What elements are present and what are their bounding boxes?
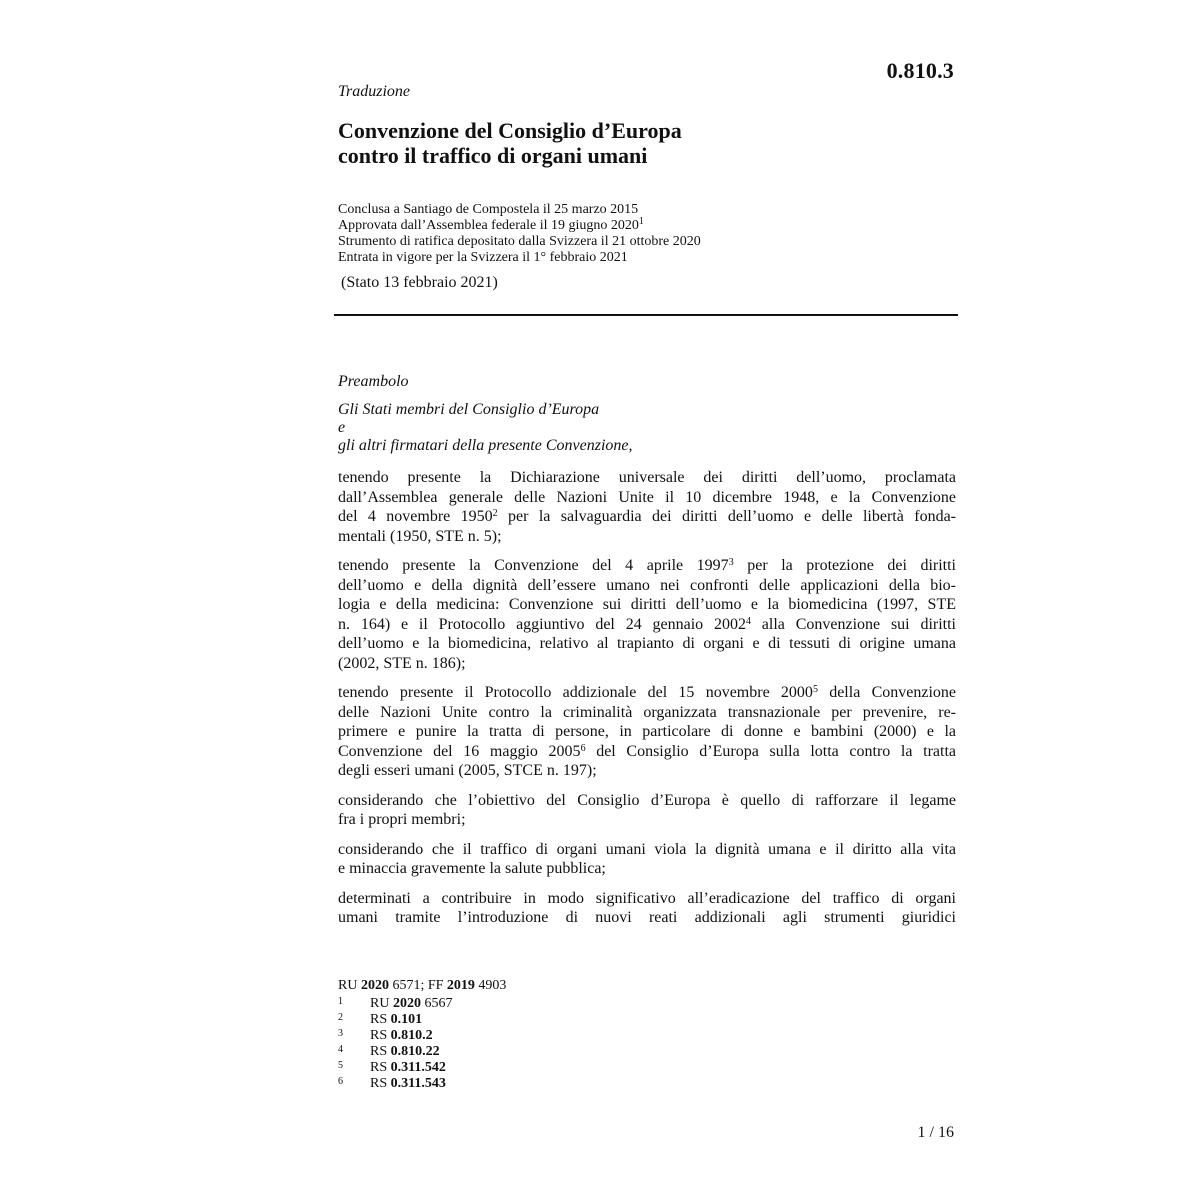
approved-date: Approvata dall’Assemblea federale il 19 giugno 2020$^1$ (338, 216, 644, 233)
footnote-text: RU 2020 6567 (370, 996, 453, 1011)
footnote-number: 5 (338, 1060, 343, 1071)
footnote-text: RS 0.810.2 (370, 1028, 433, 1043)
footnote-text: RS 0.311.543 (370, 1076, 446, 1091)
paragraph-4: considerando che l’obiettivo del Consiglio d’Europa è quello di rafforzare il legame fra i propri membri; (338, 791, 956, 828)
footnote-text: RS 0.810.22 (370, 1044, 440, 1059)
status-date: (Stato 13 febbraio 2021) (341, 274, 498, 291)
translation-label: Traduzione (338, 83, 411, 100)
header-divider (334, 314, 958, 316)
footnote-item (338, 1012, 956, 1028)
footnote-ref: 3 (728, 557, 734, 568)
paragraph-1: tenendo presente la Dichiarazione universale dei diritti dell’uomo, proclamata dall’Assemblea generale delle Nazioni Unite il 10 dicembre 1948, e la Convenzione del 4 novembre 1950$^2$ per la salvaguardia dei diritti dell’uomo e delle libertà fonda- mentali (1950, STE n. 5); (338, 469, 956, 545)
footnote-item (338, 1060, 956, 1076)
parties-line-3: gli altri firmatari della presente Convenzione, (338, 437, 633, 454)
footnote-number: 4 (338, 1044, 343, 1055)
sr-number: 0.810.3 (886, 58, 954, 83)
parties-line-1: Gli Stati membri del Consiglio d’Europa (338, 401, 600, 418)
paragraph-2: tenendo presente la Convenzione del 4 aprile 1997$^3$ per la protezione dei diritti dell’uomo e della dignità dell’essere umano nei confronti delle applicazioni della bio- logia e della medicina: Convenzione sui diritti dell’uomo e la biomedicina (1997, STE n. 164) e il Protocollo aggiuntivo del 24 gennaio 2002$^4$ alla Convenzione sui diritti dell’uomo e la biomedicina, relativo al trapianto di organi e di tessuti di origine umana (2002, STE n. 186); (338, 557, 956, 672)
footnote-item (338, 1044, 956, 1060)
page-number: 1 / 16 (917, 1124, 954, 1141)
footnotes (338, 978, 956, 1092)
paragraph-3: tenendo presente il Protocollo addizionale del 15 novembre 2000$^5$ della Convenzione delle Nazioni Unite contro la criminalità organizzata transnazionale per prevenire, re- primere e punire la tratta di persone, in particolare di donne e bambini (2000) e la Convenzione del 16 maggio 2005$^6$ del Consiglio d’Europa sulla lotta contro la tratta degli esseri umani (2005, STCE n. 197); (338, 684, 956, 779)
title-line-1: Convenzione del Consiglio d’Europa (338, 118, 682, 143)
footnote-text: RS 0.311.542 (370, 1060, 446, 1075)
footnote-ref: 1 (638, 216, 644, 227)
document-title (338, 118, 956, 168)
footnote-ref: 6 (580, 742, 586, 754)
document-metadata (338, 202, 956, 266)
ratification-date: Strumento di ratifica depositato dalla Svizzera il 21 ottobre 2020 (338, 234, 701, 249)
footnote-item (338, 996, 956, 1012)
footnote-number: 2 (338, 1012, 343, 1023)
footnote-text: RS 0.101 (370, 1012, 423, 1027)
title-line-2: contro il traffico di organi umani (338, 143, 648, 168)
in-force-date: Entrata in vigore per la Svizzera il 1° febbraio 2021 (338, 250, 628, 265)
footnote-ref: 5 (812, 684, 818, 695)
publication-reference: RU 2020 6571; FF 2019 4903 (338, 978, 507, 993)
footnote-number: 6 (338, 1076, 343, 1087)
footnote-ref: 4 (745, 615, 751, 627)
footnote-number: 1 (338, 996, 343, 1007)
footnote-number: 3 (338, 1028, 343, 1039)
preamble-heading: Preambolo (338, 373, 409, 390)
parties-line-2: e (338, 419, 346, 436)
preamble-body (338, 468, 956, 938)
footnote-list (338, 996, 956, 1092)
concluded-date: Conclusa a Santiago de Compostela il 25 marzo 2015 (338, 202, 639, 217)
parties (338, 401, 956, 455)
paragraph-6: determinati a contribuire in modo significativo all’eradicazione del traffico di organi umani tramite l’introduzione di nuovi reati addizionali agli strumenti giuridici (338, 889, 956, 926)
footnote-item (338, 1076, 956, 1092)
paragraph-5: considerando che il traffico di organi umani viola la dignità umana e il diritto alla vita e minaccia gravemente la salute pubblica; (338, 840, 956, 877)
footnote-item (338, 1028, 956, 1044)
footnote-ref: 2 (492, 508, 498, 519)
